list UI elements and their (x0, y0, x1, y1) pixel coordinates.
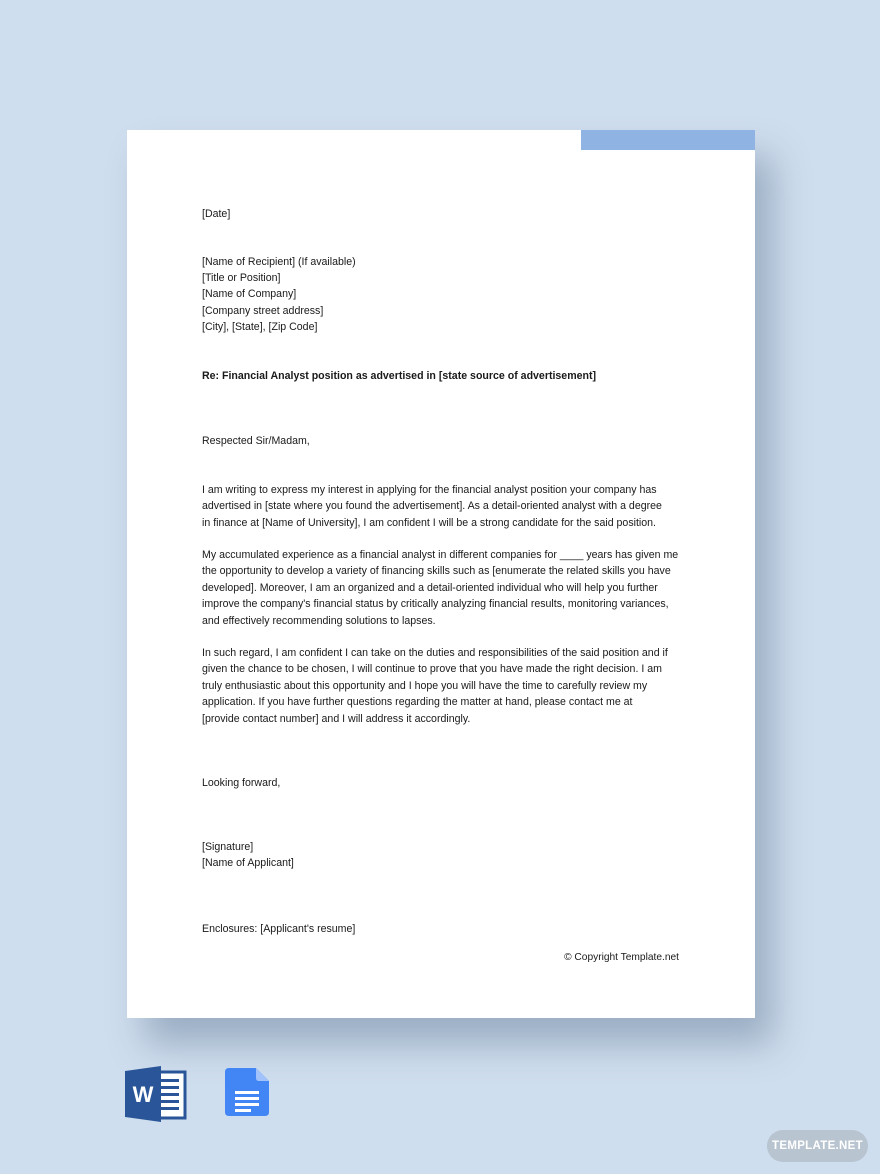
paragraph-line: developed]. Moreover, I am an organized and a detail-oriented individual who will help you further (202, 581, 658, 594)
recipient-street: [Company street address] (202, 304, 324, 317)
paragraph-line: application. If you have further questions regarding the matter at hand, please contact me at (202, 696, 633, 709)
body-paragraph-3 (202, 645, 682, 727)
copyright-notice: © Copyright Template.net (564, 952, 679, 963)
recipient-city: [City], [State], [Zip Code] (202, 320, 318, 333)
paragraph-line: improve the company's financial status by critically analyzing financial results, monitoring variances, (202, 598, 669, 611)
microsoft-word-icon[interactable] (125, 1066, 187, 1122)
letter-closing: Looking forward, (202, 777, 281, 789)
signature-line: [Signature] (202, 841, 254, 853)
signature-block (202, 839, 294, 871)
letter-date: [Date] (202, 208, 231, 220)
paragraph-line: My accumulated experience as a financial analyst in different companies for ____ years has given me (202, 549, 679, 561)
body-paragraph-1 (202, 482, 682, 531)
recipient-block (202, 254, 356, 335)
recipient-title: [Title or Position] (202, 272, 281, 285)
letter-salutation: Respected Sir/Madam, (202, 435, 310, 447)
letter-page (127, 130, 755, 1018)
paragraph-line: given the chance to be chosen, I will continue to prove that you have made the right decision. I am (202, 663, 662, 676)
word-letter: W (132, 1082, 154, 1107)
paragraph-line: In such regard, I am confident I can take on the duties and responsibilities of the said position and if (202, 647, 668, 659)
applicant-name: [Name of Applicant] (202, 857, 294, 870)
accent-bar (581, 130, 755, 150)
paragraph-line: and effectively recommending solutions to lapses. (202, 614, 436, 627)
paragraph-line: I am writing to express my interest in applying for the financial analyst position your company has (202, 484, 657, 496)
body-paragraph-2 (202, 547, 682, 629)
paragraph-line: [provide contact number] and I will address it accordingly. (202, 712, 471, 725)
paragraph-line: the opportunity to develop a variety of financing skills such as [enumerate the related skills you have (202, 565, 671, 578)
paragraph-line: advertised in [state where you found the advertisement]. As a detail-oriented analyst with a degree (202, 500, 662, 513)
google-docs-icon[interactable] (225, 1068, 269, 1116)
paragraph-line: in finance at [Name of University], I am confident I will be a strong candidate for the said position. (202, 516, 657, 529)
recipient-company: [Name of Company] (202, 288, 297, 301)
template-net-badge[interactable]: TEMPLATE.NET (767, 1130, 868, 1162)
letter-enclosures: Enclosures: [Applicant's resume] (202, 923, 356, 935)
paragraph-line: truly enthusiastic about this opportunity and I hope you will have the time to carefully review my (202, 679, 648, 692)
letter-subject: Re: Financial Analyst position as advertised in [state source of advertisement] (202, 370, 597, 382)
recipient-name: [Name of Recipient] (If available) (202, 256, 356, 268)
